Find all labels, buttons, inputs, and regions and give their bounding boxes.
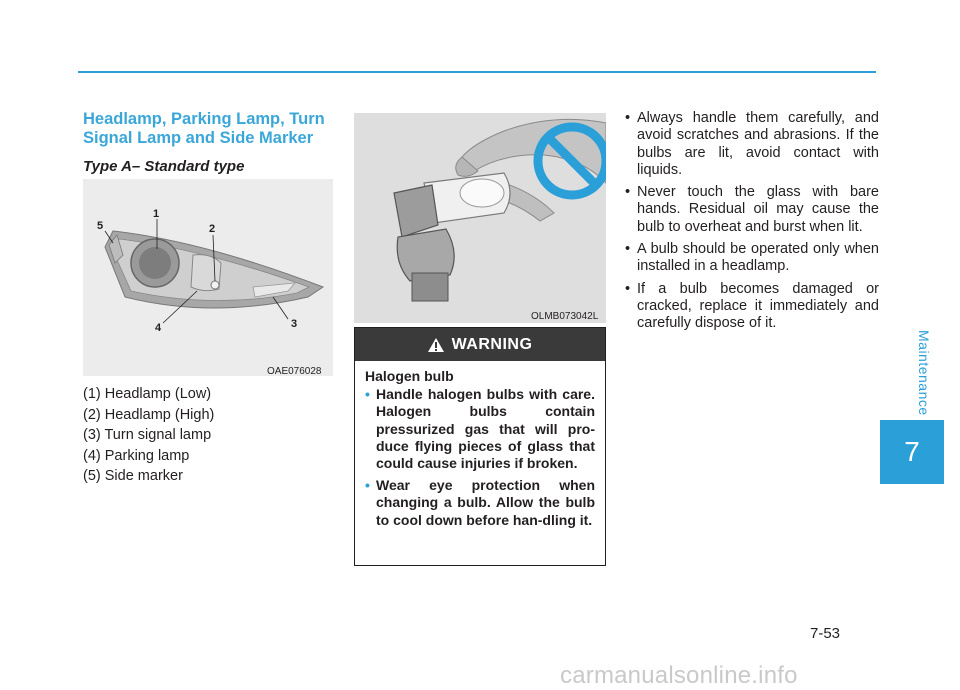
legend-item: (2) Headlamp (High)	[83, 406, 215, 423]
bullet-icon: •	[625, 110, 631, 126]
warning-header	[355, 328, 605, 361]
bulb-care-list	[625, 110, 879, 338]
warning-body	[355, 361, 605, 529]
legend-item: (1) Headlamp (Low)	[83, 386, 212, 402]
bullet-icon: •	[625, 241, 631, 258]
callout-4: 4	[155, 322, 162, 334]
legend-item: (3) Turn signal lamp	[83, 427, 212, 443]
hand-holding-bulb-illustration	[354, 113, 606, 323]
page-number: 7-53	[810, 625, 841, 642]
callout-5: 5	[97, 220, 104, 232]
bullet-icon: •	[365, 477, 370, 494]
headlamp-illustration	[83, 179, 333, 376]
figure1-code: OAE076028	[267, 366, 322, 377]
watermark: carmanualsonline.info	[560, 662, 798, 689]
bullet-icon: •	[625, 280, 631, 297]
bulb-handling-figure	[354, 113, 606, 323]
list-item: • If a bulb becomes damaged or cracked, replace it immediately and carefully dispose of it.	[625, 280, 879, 332]
list-item: • Never touch the glass with bare hands. Residual oil may cause the bulb to overheat and burst when lit.	[625, 184, 879, 235]
warning-title: Halogen bulb	[365, 368, 454, 384]
legend-item: (5) Side marker	[83, 468, 183, 484]
legend-list	[83, 384, 333, 487]
bullet-icon: •	[625, 184, 631, 201]
section-header	[83, 110, 333, 175]
warning-item: • Handle halogen bulbs with care. Halogen bulbs contain pressurized gas that will pro-duce flying pieces of glass that could cause injuries if broken.	[365, 386, 595, 472]
callout-2: 2	[209, 223, 216, 235]
header-rule	[78, 71, 876, 73]
section-subtitle: Type A– Standard type	[83, 158, 245, 175]
legend-item: (4) Parking lamp	[83, 447, 190, 464]
callout-1: 1	[153, 208, 160, 220]
warning-triangle-icon	[428, 338, 444, 352]
callout-3: 3	[291, 318, 298, 330]
warning-box	[354, 327, 606, 566]
bullet-icon: •	[365, 386, 370, 403]
figure2-code: OLMB073042L	[531, 311, 599, 322]
list-item: • A bulb should be operated only when installed in a headlamp.	[625, 241, 879, 275]
section-title: Headlamp, Parking Lamp, Turn Signal Lamp and Side Marker	[83, 110, 325, 147]
list-item: • Always handle them carefully, and avoid scratches and abrasions. If the bulbs are lit, avoid contact with liquids.	[625, 110, 879, 178]
headlamp-figure	[83, 179, 333, 376]
warning-item: • Wear eye protection when changing a bulb. Allow the bulb to cool down before han-dling it.	[365, 477, 595, 528]
warning-heading: WARNING	[451, 335, 533, 353]
chapter-tab[interactable]: 7	[880, 420, 944, 484]
chapter-label: Maintenance	[916, 330, 932, 416]
